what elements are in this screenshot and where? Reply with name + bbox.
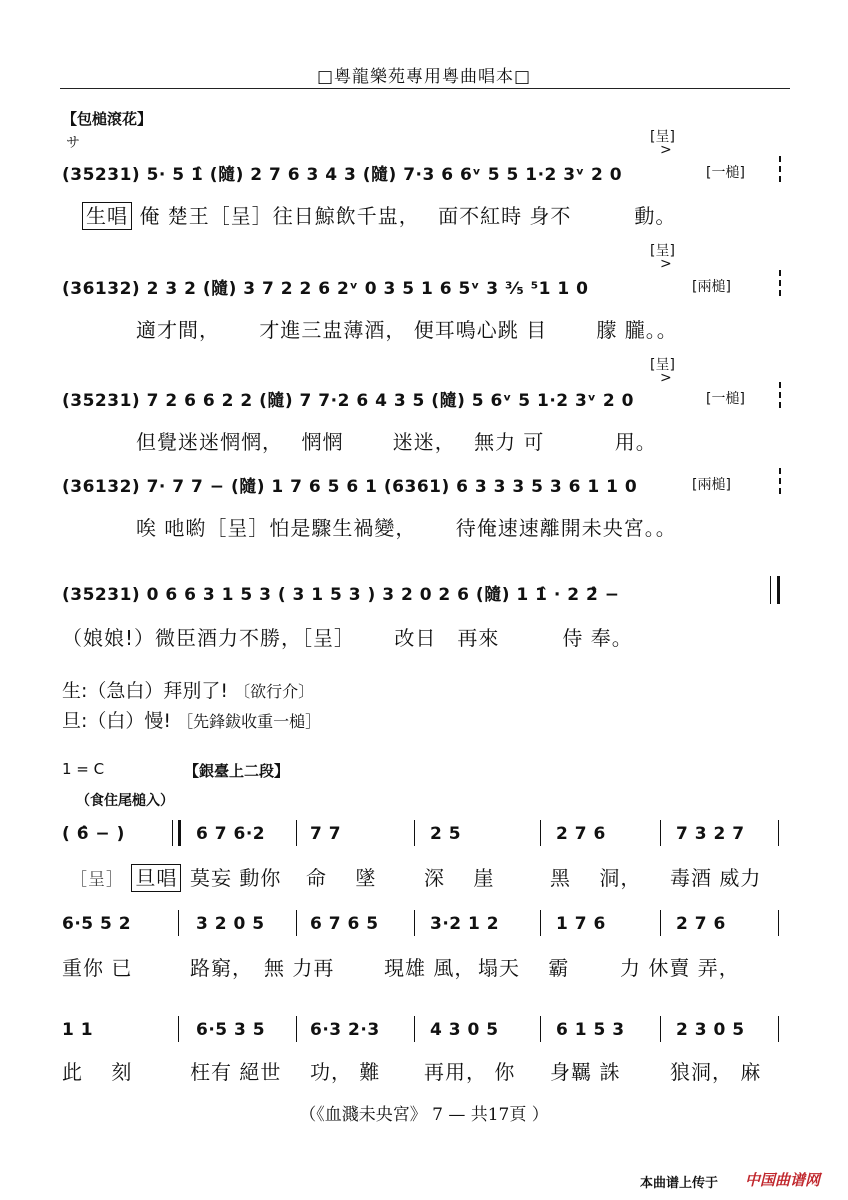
line2-accent-mark: > (660, 256, 672, 272)
lead-mark: ［呈］ (70, 870, 124, 890)
s2-line2-measure: 1 7 6 (556, 914, 606, 934)
barline (660, 1016, 661, 1042)
stage-direction: 〔欲行介〕 (234, 682, 315, 701)
s2-line1-lyric: 莫妄 動你 (190, 866, 282, 890)
barline (540, 1016, 541, 1042)
dialogue-line-dan: 旦:（白）慢! (62, 710, 172, 732)
s2-line3-lyric: 身羈 誅 (550, 1060, 621, 1084)
s2-line3-lyric: 狼洞， 麻 (670, 1060, 762, 1084)
s2-line3-measure: 6·5 3 5 (196, 1020, 266, 1040)
barline (178, 910, 179, 936)
s2-line1-lyric: 命 墜 (306, 866, 377, 890)
final-barline (770, 576, 771, 604)
barline (296, 910, 297, 936)
entry-cue: （食住尾槌入） (76, 793, 174, 809)
s2-line1-lyric: 黑 洞， (550, 866, 642, 890)
barline (414, 910, 415, 936)
barline (414, 1016, 415, 1042)
s2-line3-lyric: 再用， 你 (424, 1060, 516, 1084)
barline (660, 820, 661, 846)
s2-line3-lyric: 此 刻 (62, 1060, 133, 1084)
barline (778, 1016, 779, 1042)
section1-label: 【包槌滾花】 (62, 110, 153, 128)
s2-line2-lyric: 路窮， (190, 956, 253, 980)
line3-tail-mark: [一槌] (706, 391, 745, 407)
barline (660, 910, 661, 936)
s2-line3-measure: 2 3 0 5 (676, 1020, 745, 1040)
line1-accent-mark: > (660, 142, 672, 158)
double-barline (172, 820, 181, 846)
s2-line1-measure: 7 7 (310, 824, 342, 844)
s2-line1-measure: 7 3 2 7 (676, 824, 745, 844)
barline (778, 820, 779, 846)
line2-notation: (36132) 2 3 2 (隨) 3 7 2 2 6 2ᵛ 0 3 5 1 6 5ᵛ 3 ³⁄₅ ⁵1 1 0 (62, 279, 589, 299)
s2-line3-lyric: 功， 難 (310, 1060, 381, 1084)
s2-line3-lyric: 枉有 絕世 (190, 1060, 282, 1084)
barline (178, 1016, 179, 1042)
s2-line2-lyric: 力 休賣 弄， (620, 956, 740, 980)
line1-lyric: 俺 楚王［呈］往日鯨飲千盅， 面不紅時 身不 動。 (139, 204, 677, 228)
key-signature: 1 = C (62, 760, 105, 778)
dashed-barline (779, 382, 781, 408)
line3-lyric: 但覺迷迷惘惘， 惘惘 迷迷， 無力 可 用。 (136, 430, 657, 454)
line3-notation: (35231) 7 2 6 6 2 2 (隨) 7 7·2 6 4 3 5 (隨) 5 6ᵛ 5 1·2 3ᵛ 2 0 (62, 391, 634, 411)
line4-tail-mark: [兩槌] (692, 477, 731, 493)
s2-line1-measure: 2 5 (430, 824, 462, 844)
line5-lyric: （娘娘!）微臣酒力不勝，［呈］ 改日 再來 侍 奉。 (62, 626, 633, 650)
s2-line1-measure: 6 7 6·2 (196, 824, 266, 844)
s2-line3-measure: 6·3 2·3 (310, 1020, 380, 1040)
s2-line1-lyric: 深 崖 (424, 866, 495, 890)
s2-line2-lyric: 塌天 霸 (478, 956, 570, 980)
s2-line2-measure: 6·5 5 2 (62, 914, 132, 934)
barline (778, 910, 779, 936)
dashed-barline (779, 156, 781, 182)
role-singer-dan: 旦唱 (131, 864, 181, 892)
dialogue-line-sheng: 生:（急白）拜別了! (62, 680, 229, 702)
s2-line2-lyric: 重你 已 (62, 956, 133, 980)
line2-tail-mark: [兩槌] (692, 279, 731, 295)
header-rule (60, 88, 790, 89)
dashed-barline (779, 468, 781, 494)
s2-line2-measure: 2 7 6 (676, 914, 726, 934)
s2-line2-lyric: 現雄 風， (384, 956, 476, 980)
line1-notation: (35231) 5· 5 1̂ (隨) 2 7 6 3 4 3 (隨) 7·3 6 6ᵛ 5 5 1·2 3ᵛ 2 0 (62, 165, 623, 185)
s2-line3-measure: 4 3 0 5 (430, 1020, 499, 1040)
dashed-barline (779, 270, 781, 296)
line3-above-mark: [呈] (650, 357, 675, 373)
barline (414, 820, 415, 846)
line2-lyric: 適才間， 才進三盅薄酒， 便耳鳴心跳 目 朦 朧。。 (136, 318, 678, 342)
barline (296, 1016, 297, 1042)
s2-line2-measure: 3·2 1 2 (430, 914, 500, 934)
s2-line1-lyric: 毒酒 威力 (670, 866, 762, 890)
line4-notation: (36132) 7· 7 7 − (隨) 1 7 6 5 6 1 (6361) 6 3 3 3 5 3 6 1 1 0 (62, 477, 638, 497)
line4-lyric: 唉 吔喲［呈］怕是驟生禍變， 待俺速速離開未央宮。。 (136, 516, 677, 540)
barline (296, 820, 297, 846)
stage-direction: ［先鋒鈸收重一槌］ (177, 712, 322, 731)
line5-notation: (35231) 0 6 6 3 1 5 3 ( 3 1 5 3 ) 3 2 0 2 6 (隨) 1 1̂ · 2 2̂ − (62, 585, 620, 605)
section2-label: 【銀臺上二段】 (184, 762, 290, 780)
line2-above-mark: [呈] (650, 243, 675, 259)
barline (540, 910, 541, 936)
role-singer-sheng: 生唱 (82, 202, 132, 230)
site-logo: 中国曲谱网 (745, 1171, 821, 1189)
free-meter-mark: サ (66, 135, 80, 151)
line1-tail-mark: [一槌] (706, 165, 745, 181)
s2-line2-lyric: 無 力再 (264, 956, 335, 980)
s2-line3-measure: 6 1 5 3 (556, 1020, 625, 1040)
s2-line2-measure: 6 7 6 5 (310, 914, 379, 934)
s2-line1-measure: ( 6̂ − ) (62, 824, 125, 844)
barline (540, 820, 541, 846)
line3-accent-mark: > (660, 370, 672, 386)
s2-line2-measure: 3 2 0 5 (196, 914, 265, 934)
upload-note: 本曲谱上传于 (640, 1176, 719, 1191)
page-footer: （《血濺未央宮》 7 — 共17頁 ） (299, 1105, 549, 1125)
final-barline-thick (777, 576, 780, 604)
s2-line3-measure: 1 1 (62, 1020, 94, 1040)
page-header: □粵龍樂苑專用粵曲唱本□ (316, 67, 532, 87)
s2-line1-measure: 2 7 6 (556, 824, 606, 844)
line1-above-mark: [呈] (650, 129, 675, 145)
